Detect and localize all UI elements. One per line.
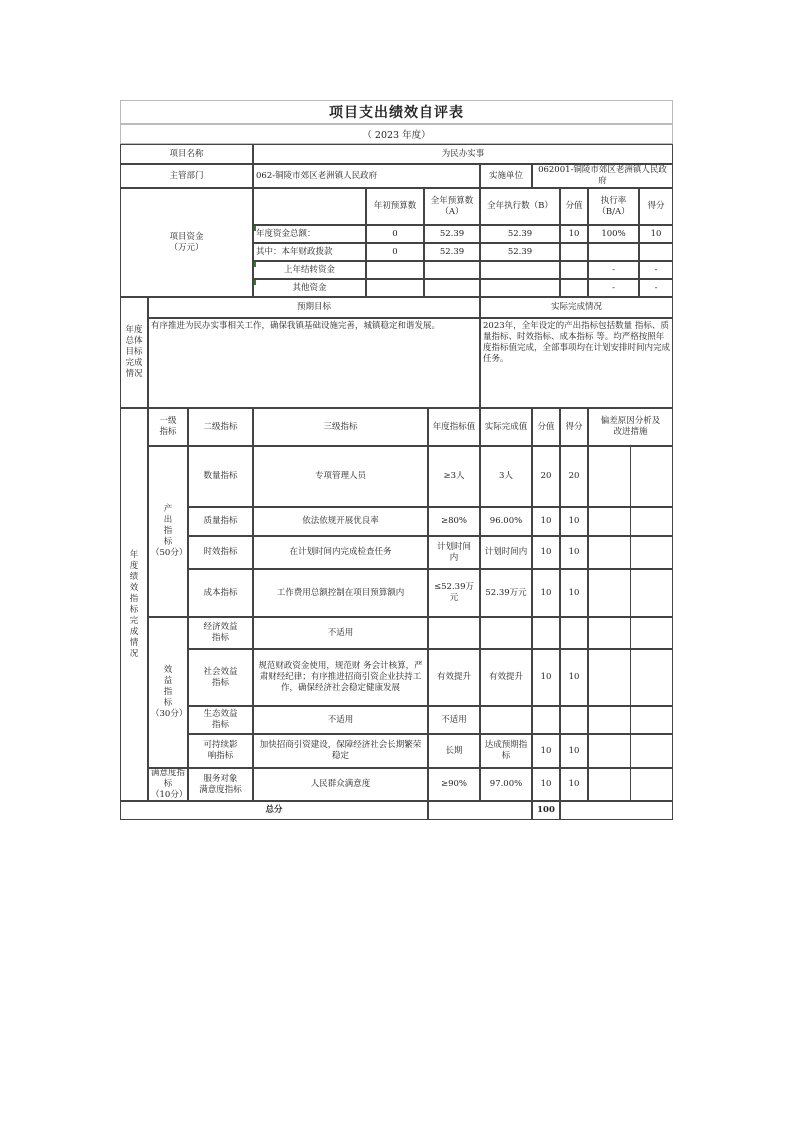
funds-row-cell [639, 243, 673, 261]
funds-row-name: 年度资金总额： [253, 225, 366, 243]
funds-row-cell: 52.39 [424, 243, 480, 261]
funds-row-cell [424, 261, 480, 279]
cell-marker [254, 262, 256, 267]
indicator-level3: 规范财政资金使用，规范财 务会计核算，严肃财经纪律；有序推进招商引资企业扶持工作，确保经济社会稳定健康发展 [253, 649, 428, 706]
indicator-actual: 97.00% [480, 768, 532, 801]
indicator-target: 长期 [428, 734, 480, 768]
indicator-actual: 有效提升 [480, 649, 532, 706]
indicators-header-3: 年度指标值 [428, 408, 480, 446]
funds-row-cell [424, 279, 480, 297]
cell-marker [254, 226, 256, 231]
indicator-target: 不适用 [428, 706, 480, 734]
indicator-level2: 社会效益 指标 [188, 649, 253, 706]
indicator-level3: 依法依规开展优良率 [253, 507, 428, 536]
indicator-reason-extra [630, 734, 673, 768]
goals-expected-header: 预期目标 [148, 297, 480, 318]
indicator-target: 有效提升 [428, 649, 480, 706]
indicator-reason [588, 706, 631, 734]
funds-row-cell [560, 261, 588, 279]
indicators-header-1: 二级指标 [188, 408, 253, 446]
funds-row-cell: 52.39 [424, 225, 480, 243]
indicator-got: 10 [560, 649, 588, 706]
indicator-got [560, 706, 588, 734]
indicator-reason [588, 536, 631, 569]
funds-header-0: 年初预算数 [366, 188, 424, 225]
indicator-level2: 服务对象 满意度指标 [188, 768, 253, 801]
funds-row-cell: 10 [639, 225, 673, 243]
funds-row-cell: - [588, 279, 639, 297]
indicator-got [560, 617, 588, 649]
report-title: 项目支出绩效自评表 [120, 100, 673, 124]
indicator-score: 10 [532, 734, 560, 768]
indicator-reason-extra [630, 768, 673, 801]
indicator-score [532, 706, 560, 734]
indicator-reason-extra [630, 536, 673, 569]
dept-value: 062-铜陵市郊区老洲镇人民政府 [253, 164, 480, 188]
funds-row-cell [366, 261, 424, 279]
funds-row-cell [480, 279, 560, 297]
indicator-actual: 3人 [480, 446, 532, 507]
goals-actual-header: 实际完成情况 [480, 297, 673, 318]
indicator-reason [588, 617, 631, 649]
funds-header-3: 分值 [560, 188, 588, 225]
indicator-level2: 可持续影 响指标 [188, 734, 253, 768]
cell-marker [254, 280, 256, 285]
indicator-level2: 时效指标 [188, 536, 253, 569]
funds-row-cell [560, 243, 588, 261]
indicator-level2: 经济效益 指标 [188, 617, 253, 649]
indicator-reason-extra [630, 617, 673, 649]
funds-label: 项目资金 （万元） [120, 188, 253, 297]
indicators-header-6: 得分 [560, 408, 588, 446]
funds-row-cell: 52.39 [480, 225, 560, 243]
indicator-target [428, 617, 480, 649]
project-name-label: 项目名称 [120, 144, 253, 164]
indicators-row-label: 年 度 绩 效 指 标 完 成 情 况 [120, 408, 148, 801]
unit-label: 实施单位 [480, 164, 532, 188]
funds-row-cell: - [639, 261, 673, 279]
indicator-score [532, 617, 560, 649]
funds-row-cell: 0 [366, 225, 424, 243]
indicator-score: 20 [532, 446, 560, 507]
funds-row-cell [366, 279, 424, 297]
indicator-target: ≥90% [428, 768, 480, 801]
funds-header-4: 执行率 （B/A） [588, 188, 639, 225]
indicator-actual: 计划时间内 [480, 536, 532, 569]
indicator-reason [588, 507, 631, 536]
indicator-level2: 质量指标 [188, 507, 253, 536]
benefit-group-label: 效 益 指 标 （30分） [148, 617, 188, 768]
indicators-header-7: 偏差原因分析及 改进措施 [588, 408, 673, 446]
indicator-target: ≥80% [428, 507, 480, 536]
indicator-got: 10 [560, 569, 588, 617]
indicator-score: 10 [532, 649, 560, 706]
total-blank [428, 801, 532, 820]
funds-row-cell: 100% [588, 225, 639, 243]
indicator-reason [588, 649, 631, 706]
funds-row-name: 其中：本年财政拨款 [253, 243, 366, 261]
funds-row-name: 上年结转资金 [253, 261, 366, 279]
goals-actual-text: 2023年，全年设定的产出指标包括数量 指标、质量指标、时效指标、成本指标 等。均严格按照年度指标值完成，全部事项均在计划安排时间内完成任务。 [480, 318, 673, 408]
indicator-reason-extra [630, 446, 673, 507]
indicator-reason-extra [630, 706, 673, 734]
project-name-value: 为民办实事 [253, 144, 673, 164]
indicator-level3: 在计划时间内完成检查任务 [253, 536, 428, 569]
indicator-target: ≤52.39万 元 [428, 569, 480, 617]
funds-row-cell: 52.39 [480, 243, 560, 261]
indicator-got: 10 [560, 768, 588, 801]
unit-value: 062001-铜陵市郊区老洲镇人民政府 [532, 164, 673, 188]
indicator-reason [588, 446, 631, 507]
indicator-reason-extra [630, 569, 673, 617]
indicator-score: 10 [532, 768, 560, 801]
indicator-score: 10 [532, 507, 560, 536]
indicator-got: 10 [560, 536, 588, 569]
indicator-reason-extra [630, 649, 673, 706]
funds-row-cell [588, 243, 639, 261]
indicators-header-0: 一级 指标 [148, 408, 188, 446]
report-year: （ 2023 年度） [120, 124, 673, 144]
funds-row-cell: - [639, 279, 673, 297]
funds-header-2: 全年执行数（B） [480, 188, 560, 225]
indicator-level3: 工作费用总额控制在项目预算额内 [253, 569, 428, 617]
funds-header-5: 得分 [639, 188, 673, 225]
indicator-reason-extra [630, 507, 673, 536]
indicators-header-4: 实际完成值 [480, 408, 532, 446]
indicator-reason [588, 569, 631, 617]
total-score: 100 [532, 801, 560, 820]
indicator-level3: 加快招商引资建设，保障经济社会长期繁荣稳定 [253, 734, 428, 768]
indicator-target: ≥3人 [428, 446, 480, 507]
funds-row-name: 其他资金 [253, 279, 366, 297]
indicators-header-5: 分值 [532, 408, 560, 446]
indicator-got: 10 [560, 734, 588, 768]
indicator-score: 10 [532, 569, 560, 617]
funds-row-cell [560, 279, 588, 297]
funds-row-cell: 0 [366, 243, 424, 261]
indicator-level3: 专项管理人员 [253, 446, 428, 507]
indicator-got: 10 [560, 507, 588, 536]
goals-expected-text: 有序推进为民办实事相关工作，确保我镇基础设施完善，城镇稳定和谐发展。 [148, 318, 480, 408]
funds-row-cell: - [588, 261, 639, 279]
indicators-header-2: 三级指标 [253, 408, 428, 446]
indicator-level3: 人民群众满意度 [253, 768, 428, 801]
funds-row-cell: 10 [560, 225, 588, 243]
indicator-level3: 不适用 [253, 617, 428, 649]
dept-label: 主管部门 [120, 164, 253, 188]
funds-row-cell [480, 261, 560, 279]
funds-header-1: 全年预算数 （A） [424, 188, 480, 225]
indicator-actual: 52.39万元 [480, 569, 532, 617]
indicator-level3: 不适用 [253, 706, 428, 734]
indicator-level2: 成本指标 [188, 569, 253, 617]
indicator-reason [588, 734, 631, 768]
indicator-score: 10 [532, 536, 560, 569]
satisfaction-group-label: 满意度指 标 （10分） [148, 768, 188, 801]
indicator-actual: 96.00% [480, 507, 532, 536]
goals-row-label: 年度 总体 目标 完成 情况 [120, 297, 148, 408]
indicator-actual [480, 706, 532, 734]
output-group-label: 产 出 指 标 （50分） [148, 446, 188, 617]
total-label: 总分 [120, 801, 428, 820]
indicator-level2: 数量指标 [188, 446, 253, 507]
evaluation-table [120, 100, 673, 820]
funds-header-blank [253, 188, 366, 225]
indicator-got: 20 [560, 446, 588, 507]
indicator-actual [480, 617, 532, 649]
total-blank-right [560, 801, 673, 820]
indicator-target: 计划时间 内 [428, 536, 480, 569]
indicator-level2: 生态效益 指标 [188, 706, 253, 734]
indicator-reason [588, 768, 631, 801]
indicator-actual: 达成预期指 标 [480, 734, 532, 768]
